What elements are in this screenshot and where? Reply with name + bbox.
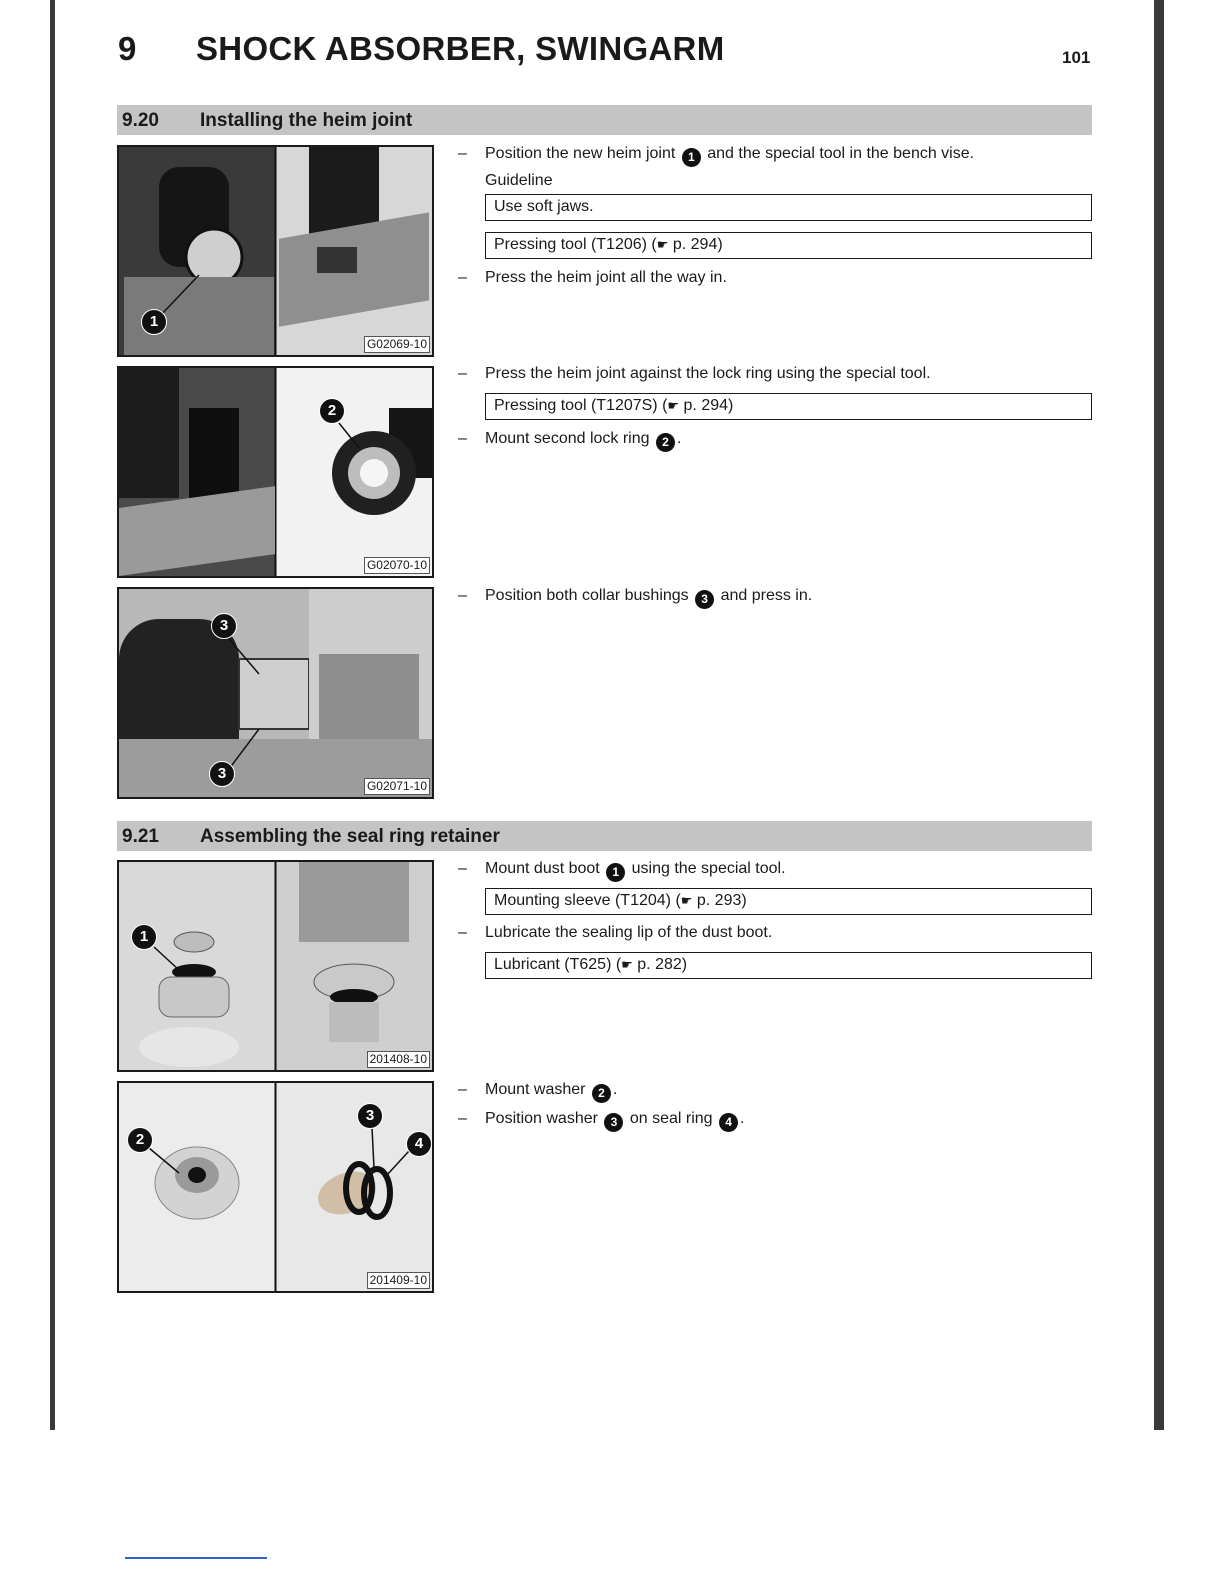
page-ref-icon[interactable]: ☛ [656, 238, 669, 253]
step-collar-bushings: – Position both collar bushings 3 and press in. [458, 586, 812, 609]
callout-3-bottom: 3 [209, 761, 235, 787]
ref-badge-1: 1 [606, 863, 625, 882]
callout-4: 4 [406, 1131, 432, 1157]
tool-box-t1204: Mounting sleeve (T1204) (☛ p. 293) [485, 888, 1092, 915]
ref-badge-1: 1 [682, 148, 701, 167]
step-dash: – [458, 145, 467, 162]
tool-box-t1206: Pressing tool (T1206) (☛ p. 294) [485, 232, 1092, 259]
section-number: 9.21 [122, 826, 159, 847]
guideline-label: Guideline [485, 172, 553, 189]
figure-201409 [117, 1081, 434, 1293]
page-ref-icon[interactable]: ☛ [680, 894, 693, 909]
page-ref[interactable]: p. 294) [683, 397, 734, 414]
chapter-title: SHOCK ABSORBER, SWINGARM [196, 30, 725, 67]
dust-boot-photo [119, 862, 432, 1070]
page-left-border [50, 0, 55, 1430]
step-lubricate-sealing-lip: – Lubricate the sealing lip of the dust boot. [458, 924, 773, 941]
guideline-box: Use soft jaws. [485, 194, 1092, 221]
footer-link-underline[interactable] [125, 1557, 267, 1559]
page-ref[interactable]: p. 294) [672, 236, 723, 253]
figure-code: 201408-10 [367, 1051, 430, 1068]
section-heading-9-20 [117, 105, 1092, 135]
step-mount-lock-ring: – Mount second lock ring 2 . [458, 429, 681, 452]
collar-bushings-photo [119, 589, 432, 797]
step-press-heim-joint: – Press the heim joint all the way in. [458, 269, 727, 286]
figure-201408 [117, 860, 434, 1072]
page-ref-icon[interactable]: ☛ [621, 958, 633, 973]
ref-badge-3: 3 [604, 1113, 623, 1132]
ref-badge-2: 2 [656, 433, 675, 452]
figure-g02069 [117, 145, 434, 357]
figure-code: G02071-10 [364, 778, 430, 795]
callout-2: 2 [127, 1127, 153, 1153]
chapter-heading [118, 30, 724, 68]
figure-code: 201409-10 [367, 1272, 430, 1289]
page-ref-icon[interactable]: ☛ [667, 399, 680, 414]
section-heading-9-21 [117, 821, 1092, 851]
section-title: Installing the heim joint [200, 110, 413, 131]
figure-code: G02069-10 [364, 336, 430, 353]
tool-box-t1207s: Pressing tool (T1207S) (☛ p. 294) [485, 393, 1092, 420]
figure-g02070 [117, 366, 434, 578]
step-press-lock-ring: – Press the heim joint against the lock ring using the special tool. [458, 365, 931, 382]
lubricant-box-t625: Lubricant (T625) (☛ p. 282) [485, 952, 1092, 979]
ref-badge-3: 3 [695, 590, 714, 609]
section-number: 9.20 [122, 110, 159, 131]
step-position-heim-joint: – Position the new heim joint 1 and the special tool in the bench vise. [458, 144, 974, 167]
callout-1: 1 [141, 309, 167, 335]
page-right-border [1154, 0, 1164, 1430]
washer-seal-photo [119, 1083, 432, 1291]
figure-g02071 [117, 587, 434, 799]
callout-1: 1 [131, 924, 157, 950]
figure-code: G02070-10 [364, 557, 430, 574]
callout-3: 3 [357, 1103, 383, 1129]
ref-badge-2: 2 [592, 1084, 611, 1103]
lock-ring-photo [119, 368, 432, 576]
step-mount-washer: – Mount washer 2 . [458, 1080, 617, 1103]
callout-2: 2 [319, 398, 345, 424]
chapter-number: 9 [118, 30, 137, 67]
step-mount-dust-boot: – Mount dust boot 1 using the special tool. [458, 859, 786, 882]
step-position-washer: – Position washer 3 on seal ring 4 . [458, 1109, 744, 1132]
page-ref[interactable]: p. 293) [696, 892, 747, 909]
section-title: Assembling the seal ring retainer [200, 826, 500, 847]
page-number: 101 [1062, 48, 1091, 67]
ref-badge-4: 4 [719, 1113, 738, 1132]
callout-3-top: 3 [211, 613, 237, 639]
page-ref[interactable]: p. 282) [637, 956, 688, 973]
